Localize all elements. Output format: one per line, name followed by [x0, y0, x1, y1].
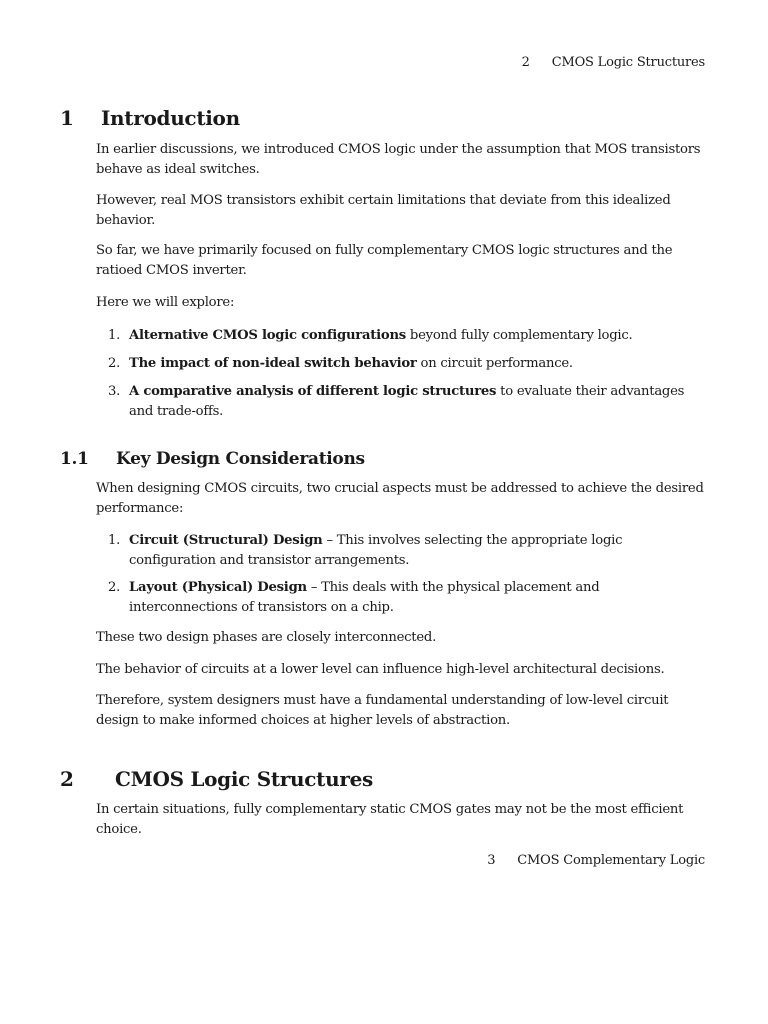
section-number: 1.1 — [60, 449, 89, 469]
list-item-bold: Layout (Physical) Design — [129, 580, 307, 595]
list-item-bold: The impact of non-ideal switch behavior — [129, 356, 417, 371]
paragraph: The behavior of circuits at a lower level can influence high-level architectural decisions. — [96, 662, 665, 677]
section-1-heading — [60, 106, 240, 130]
list-item — [108, 531, 708, 570]
list-item — [108, 326, 708, 346]
next-section-title: CMOS Complementary Logic — [517, 853, 705, 868]
header-page-number: 2 — [521, 55, 530, 70]
paragraph: In earlier discussions, we introduced CMOS logic under the assumption that MOS transistors behave as ideal switches. — [96, 142, 701, 177]
next-section-number: 3 — [487, 853, 496, 868]
section-title: CMOS Logic Structures — [115, 767, 373, 791]
header-section-title: CMOS Logic Structures — [551, 55, 705, 70]
list-item — [108, 354, 708, 374]
list-item-text: on circuit performance. — [416, 356, 573, 371]
list-number: 3. — [108, 384, 121, 399]
list-item — [108, 578, 708, 617]
list-item-bold: Alternative CMOS logic configurations — [129, 328, 406, 343]
list-item — [108, 382, 708, 421]
section-title: Introduction — [101, 106, 240, 130]
list-item-text: beyond fully complementary logic. — [405, 328, 633, 343]
paragraph: In certain situations, fully complementary static CMOS gates may not be the most efficient choice. — [96, 802, 684, 837]
list-item-text: to evaluate their advantages and trade-offs. — [129, 384, 685, 419]
paragraph: When designing CMOS circuits, two crucial aspects must be addressed to achieve the desired performance: — [96, 481, 704, 516]
list-number: 1. — [108, 533, 121, 548]
paragraph: These two design phases are closely interconnected. — [96, 630, 437, 645]
section-2-heading — [60, 767, 373, 791]
paragraph: Therefore, system designers must have a fundamental understanding of low-level circuit design to make informed choices at higher levels of abstraction. — [96, 693, 669, 728]
section-1-1-heading — [60, 449, 365, 469]
list-number: 2. — [108, 580, 121, 595]
paragraph: However, real MOS transistors exhibit certain limitations that deviate from this idealized behavior. — [96, 193, 671, 228]
list-item-text: – This involves selecting the appropriate logic configuration and transistor arrangements. — [129, 533, 623, 568]
paragraph: Here we will explore: — [96, 295, 235, 310]
running-header — [522, 55, 705, 70]
list-number: 2. — [108, 356, 121, 371]
paragraph: So far, we have primarily focused on fully complementary CMOS logic structures and the ratioed CMOS inverter. — [96, 243, 673, 278]
section-title: Key Design Considerations — [116, 449, 365, 469]
list-item-bold: A comparative analysis of different logic structures — [129, 384, 497, 399]
list-number: 1. — [108, 328, 121, 343]
list-item-bold: Circuit (Structural) Design — [129, 533, 323, 548]
list-item-text: – This deals with the physical placement and interconnections of transistors on a chip. — [129, 580, 600, 615]
section-number: 2 — [60, 767, 74, 791]
next-section-reference — [487, 853, 705, 868]
section-number: 1 — [60, 106, 74, 130]
